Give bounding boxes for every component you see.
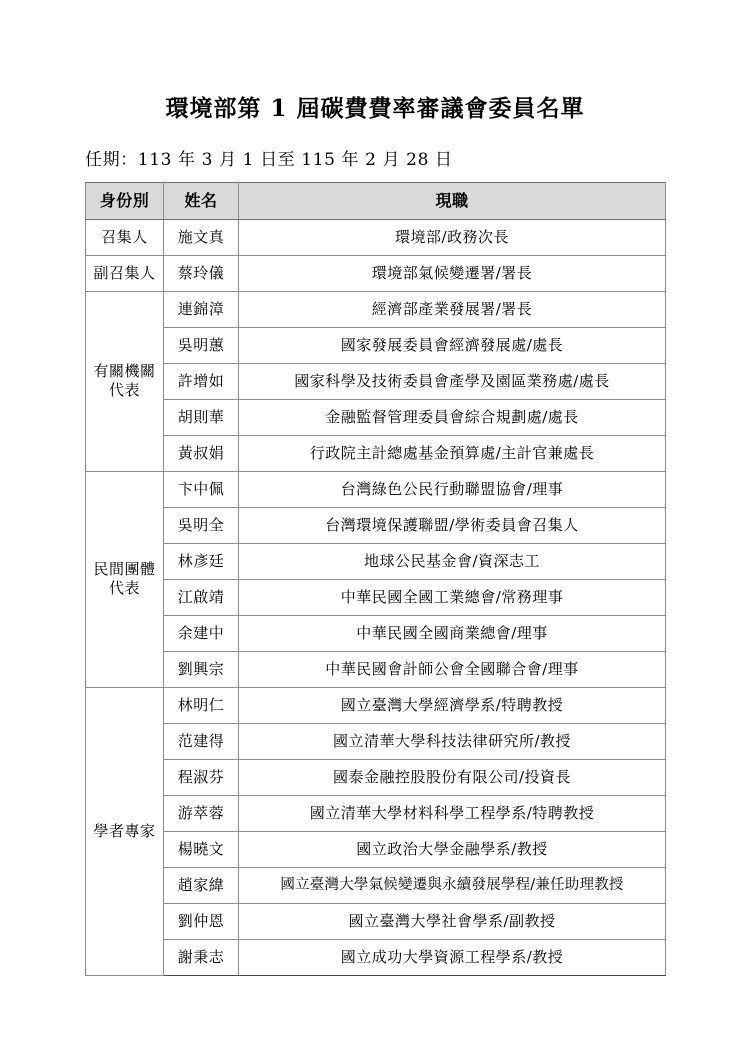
- member-position: 國立臺灣大學經濟學系/特聘教授: [239, 687, 666, 723]
- role-group-label-line: 學者專家: [93, 821, 156, 840]
- member-position: 國立成功大學資源工程學系/教授: [239, 939, 666, 975]
- member-position: 國立臺灣大學社會學系/副教授: [239, 903, 666, 939]
- member-position: 中華民國會計師公會全國聯合會/理事: [239, 651, 666, 687]
- page-title: 環境部第 1 屆碳費費率審議會委員名單: [165, 95, 585, 122]
- table-row: [86, 759, 666, 795]
- table-header: [86, 182, 666, 219]
- table-row: [86, 939, 666, 975]
- table-row: [86, 795, 666, 831]
- table-row: [86, 831, 666, 867]
- column-header-post: 現職: [239, 182, 666, 219]
- member-position: 台灣環境保護聯盟/學術委員會召集人: [239, 507, 666, 543]
- role-group-label-line: 代表: [108, 579, 140, 598]
- member-name: 黃叔娟: [164, 435, 239, 471]
- member-position: 國家科學及技術委員會產學及園區業務處/處長: [239, 363, 666, 399]
- member-name: 范建得: [164, 723, 239, 759]
- member-name: 卞中佩: [164, 471, 239, 507]
- member-position: 環境部氣候變遷署/署長: [239, 255, 666, 291]
- member-position: 台灣綠色公民行動聯盟協會/理事: [239, 471, 666, 507]
- table-row: [86, 543, 666, 579]
- table-row: [86, 579, 666, 615]
- column-header-name: 姓名: [164, 182, 239, 219]
- member-name: 余建中: [164, 615, 239, 651]
- member-name: 劉仲恩: [164, 903, 239, 939]
- table-row: [86, 723, 666, 759]
- member-position: 國泰金融控股股份有限公司/投資長: [239, 759, 666, 795]
- committee-member-table: [85, 182, 666, 976]
- table-row: [86, 687, 666, 723]
- role-group-label: [86, 291, 164, 471]
- table-row: [86, 903, 666, 939]
- table-row: [86, 435, 666, 471]
- table-row: [86, 363, 666, 399]
- role-group-label: [86, 255, 164, 291]
- table-row: [86, 615, 666, 651]
- role-group-label-line: 召集人: [101, 227, 148, 246]
- member-position: 國立臺灣大學氣候變遷與永續發展學程/兼任助理教授: [239, 867, 666, 903]
- member-position: 國家發展委員會經濟發展處/處長: [239, 327, 666, 363]
- member-position: 環境部/政務次長: [239, 219, 666, 255]
- member-name: 謝秉志: [164, 939, 239, 975]
- member-position: 地球公民基金會/資深志工: [239, 543, 666, 579]
- member-name: 許增如: [164, 363, 239, 399]
- role-group-label-line: 代表: [108, 381, 140, 400]
- member-position: 行政院主計總處基金預算處/主計官兼處長: [239, 435, 666, 471]
- member-name: 江啟靖: [164, 579, 239, 615]
- member-name: 吳明全: [164, 507, 239, 543]
- member-name: 程淑芬: [164, 759, 239, 795]
- role-group-label-line: 民間團體: [93, 560, 156, 579]
- role-group-label: [86, 219, 164, 255]
- column-header-role: 身份別: [86, 182, 164, 219]
- member-name: 胡則華: [164, 399, 239, 435]
- table-row: [86, 291, 666, 327]
- table-row: [86, 219, 666, 255]
- table-row: [86, 507, 666, 543]
- member-name: 游萃蓉: [164, 795, 239, 831]
- member-position: 國立政治大學金融學系/教授: [239, 831, 666, 867]
- member-position: 中華民國全國商業總會/理事: [239, 615, 666, 651]
- member-name: 林彥廷: [164, 543, 239, 579]
- table-body: [86, 219, 666, 975]
- table-header-row: [86, 182, 666, 219]
- table-row: [86, 255, 666, 291]
- table-row: [86, 327, 666, 363]
- term-period-subtitle: 任期：113 年 3 月 1 日至 115 年 2 月 28 日: [85, 149, 453, 170]
- member-position: 國立清華大學科技法律研究所/教授: [239, 723, 666, 759]
- member-position: 金融監督管理委員會綜合規劃處/處長: [239, 399, 666, 435]
- table-row: [86, 651, 666, 687]
- table-row: [86, 471, 666, 507]
- member-name: 連錦漳: [164, 291, 239, 327]
- role-group-label: [86, 687, 164, 975]
- role-group-label-line: 副召集人: [93, 263, 156, 282]
- member-position: 國立清華大學材料科學工程學系/特聘教授: [239, 795, 666, 831]
- member-name: 楊曉文: [164, 831, 239, 867]
- role-group-label: [86, 471, 164, 687]
- member-name: 施文真: [164, 219, 239, 255]
- member-position: 中華民國全國工業總會/常務理事: [239, 579, 666, 615]
- member-name: 吳明蕙: [164, 327, 239, 363]
- table-row: [86, 867, 666, 903]
- table-row: [86, 399, 666, 435]
- member-name: 趙家緯: [164, 867, 239, 903]
- member-name: 蔡玲儀: [164, 255, 239, 291]
- member-position: 經濟部產業發展署/署長: [239, 291, 666, 327]
- role-group-label-line: 有關機關: [93, 362, 156, 381]
- member-name: 劉興宗: [164, 651, 239, 687]
- member-name: 林明仁: [164, 687, 239, 723]
